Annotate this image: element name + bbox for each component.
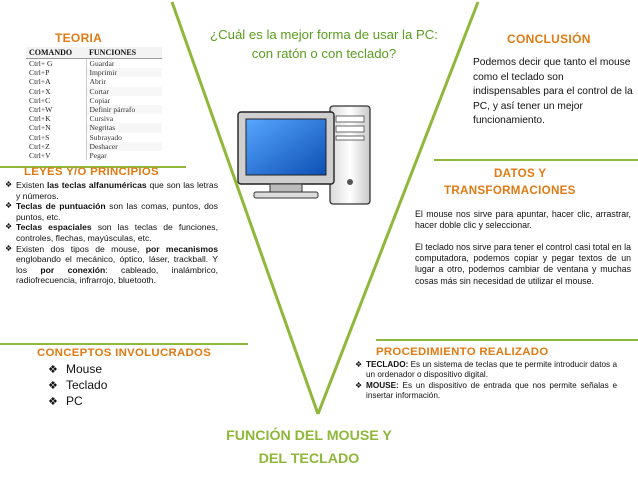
table-row [26,142,162,151]
command-function-cell: Negritas [86,123,162,132]
desktop-computer-icon [234,102,386,214]
command-key-cell: Ctrl+ G [29,59,53,68]
command-key-cell: Ctrl+C [29,95,51,105]
diamond-bullet-icon: ❖ [5,180,13,189]
concept-label: PC [66,394,83,408]
command-function-cell: Subrayado [86,133,162,142]
list-bold-text: las teclas alfanuméricas [46,180,147,190]
list-item [355,381,617,402]
conceptos-title: CONCEPTOS INVOLUCRADOS [37,347,212,359]
command-function-cell: Pegar [86,151,162,160]
command-key-cell: Ctrl+P [29,68,50,78]
list-item [5,201,218,222]
commands-table-wrap [26,47,162,160]
concept-label: Teclado [66,378,108,392]
table-row [26,105,162,114]
command-function-cell: Guardar [86,59,162,69]
main-title-line1: FUNCIÓN DEL MOUSE Y [226,428,392,444]
teoria-title: TEORIA [55,31,103,45]
col-funciones-header: FUNCIONES [86,47,162,59]
list-text: Es un dispositivo de entrada que nos permite señalas e insertar información. [366,380,617,401]
concept-label: Mouse [66,362,103,376]
list-bold-text: TECLADO: [366,360,409,369]
list-text: : cableado, inalámbrico, radiofrecuencia, infrarrojo, bluetooth. [16,264,219,286]
list-item [5,244,218,286]
list-text: Existen [16,180,47,190]
command-key-cell: Ctrl+Z [29,141,50,151]
procedimiento-title: PROCEDIMIENTO REALIZADO [376,346,549,358]
diamond-bullet-icon: ❖ [48,396,58,408]
conclusion-text: Podemos decir que tanto el mouse como el teclado son indispensables para el control de la PC, y así tener un mejor funcionamiento. [473,57,633,126]
list-item [48,378,107,394]
table-row [26,114,162,123]
command-function-cell: Abrir [86,77,162,86]
table-row [26,96,162,105]
list-bold-text: Teclas de puntuación [16,201,106,212]
command-function-cell: Copiar [86,96,162,105]
diamond-bullet-icon: ❖ [48,364,58,376]
command-key-cell: Ctrl+N [29,123,51,133]
datos-title-line2: TRANSFORMACIONES [444,184,576,197]
list-bold-text: MOUSE: [366,380,399,390]
datos-paragraph-mouse: El mouse nos sirve para apuntar, hacer clic, arrastrar, hacer doble clic y seleccionar. [415,209,631,231]
commands-table-body [26,59,162,161]
datos-title-line1: DATOS Y [494,167,547,180]
table-row [26,123,162,132]
list-text: Existen dos tipos de mouse, [16,243,146,254]
command-function-cell: Imprimir [86,68,162,77]
list-text: son las teclas de funciones, controles, flechas, mayúsculas, etc. [16,222,218,243]
diamond-bullet-icon: ❖ [5,201,13,211]
command-key-cell: Ctrl+V [29,151,51,161]
leyes-list [5,180,218,286]
leyes-title: LEYES Y/O PRINCIPIOS [24,166,159,178]
list-text: que son las letras y números. [16,180,218,201]
diamond-bullet-icon: ❖ [355,360,363,369]
command-key-cell: Ctrl+A [29,77,51,87]
table-row [26,151,162,160]
table-row [26,133,162,142]
command-key-cell: Ctrl+S [29,132,50,142]
central-question: ¿Cuál es la mejor forma de usar la PC: con ratón o con teclado? [210,27,438,61]
command-function-cell: Cursiva [86,114,162,123]
command-function-cell: Cortar [86,87,162,96]
list-item [5,222,218,243]
list-text: englobando el mecánico, óptico, láser, trackball. Y los [16,254,218,275]
list-bold-text: Teclas espaciales [16,222,92,233]
diamond-bullet-icon: ❖ [355,380,363,390]
procedimiento-list [355,360,617,402]
list-text: Es un sistema de teclas que te permite introducir datos a un ordenador o dispositivo digital. [366,360,617,380]
list-item [355,360,617,381]
list-bold-text: por mecanismos [145,243,219,254]
list-text: son las comas, puntos, dos puntos, etc. [16,201,218,222]
list-item [48,362,107,378]
command-function-cell: Deshacer [86,142,162,151]
command-key-cell: Ctrl+W [29,105,53,115]
list-item [5,180,218,201]
list-item [48,394,107,410]
table-row [26,68,162,77]
commands-table [26,47,162,160]
col-comando-header: COMANDO [26,47,86,59]
conceptos-list [48,362,107,410]
main-title-line2: DEL TECLADO [258,451,360,467]
diamond-bullet-icon: ❖ [48,380,58,392]
table-row [26,77,162,86]
command-key-cell: Ctrl+K [29,114,51,124]
table-row [26,59,162,69]
conclusion-title: CONCLUSIÓN [507,32,591,46]
diamond-bullet-icon: ❖ [5,243,13,253]
diamond-bullet-icon: ❖ [5,222,13,232]
datos-paragraph-teclado: El teclado nos sirve para tener el control casi total en la computadora, podemos copiar y pegar textos de un lugar a otro, podemos cambiar de ventana y muchas cosas más sin necesidad de utilizar el mouse. [415,242,631,286]
list-bold-text: por conexión [40,264,106,275]
command-function-cell: Definir párrafo [86,105,162,114]
table-row [26,87,162,96]
command-key-cell: Ctrl+X [29,86,51,96]
